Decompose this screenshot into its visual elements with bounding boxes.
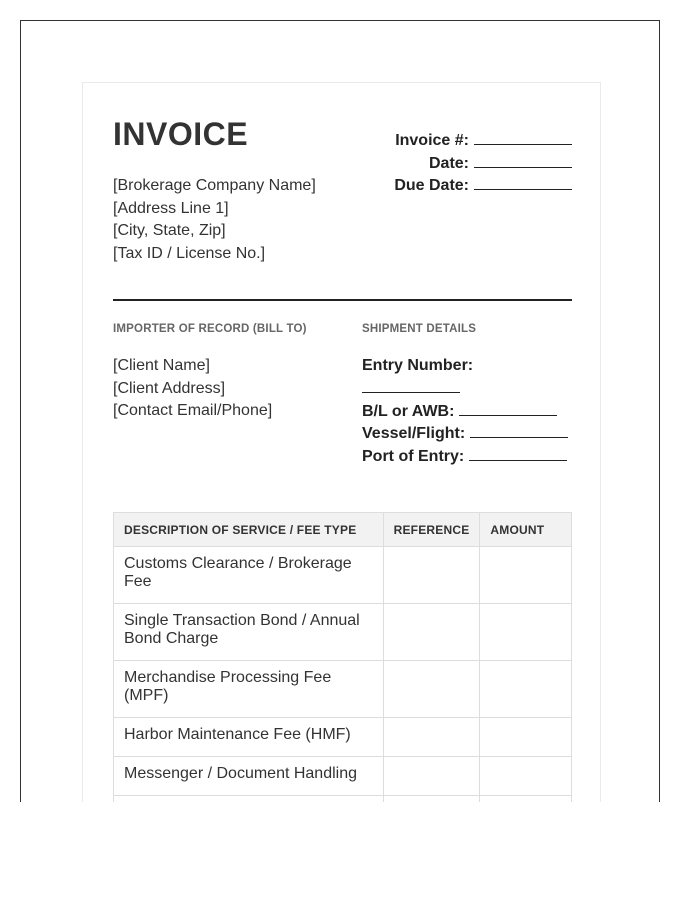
due-date-field[interactable]: [474, 175, 572, 190]
fee-reference-cell[interactable]: [383, 757, 480, 796]
fee-description: Messenger / Document Handling: [114, 757, 384, 796]
fee-reference-cell[interactable]: [383, 547, 480, 604]
table-header-row: [114, 513, 572, 547]
header-divider: [113, 299, 572, 301]
shipment-details-heading: SHIPMENT DETAILS: [362, 323, 477, 335]
table-row: [114, 547, 572, 604]
table-row: [114, 718, 572, 757]
vessel-flight-row: [362, 423, 568, 446]
table-row: [114, 604, 572, 661]
amount-column-header: AMOUNT: [480, 513, 572, 547]
entry-number-field[interactable]: [362, 378, 460, 393]
port-of-entry-row: [362, 446, 568, 469]
fee-description: Merchandise Processing Fee (MPF): [114, 661, 384, 718]
date-label: Date:: [428, 154, 469, 172]
date-field[interactable]: [474, 153, 572, 168]
shipment-info: [362, 355, 568, 468]
invoice-title: INVOICE: [113, 116, 249, 152]
invoice-number-field[interactable]: [474, 130, 572, 145]
date-row: [394, 153, 572, 176]
fee-amount-cell[interactable]: [480, 661, 572, 718]
bl-awb-label: B/L or AWB:: [362, 402, 455, 420]
fee-amount-cell[interactable]: [480, 757, 572, 796]
port-of-entry-field[interactable]: [469, 446, 567, 461]
document-frame: [20, 20, 660, 802]
table-row: [114, 757, 572, 796]
fee-reference-cell[interactable]: [383, 661, 480, 718]
client-address: [Client Address]: [113, 379, 226, 397]
due-date-label: Due Date:: [394, 177, 469, 194]
company-info: [113, 175, 316, 265]
fee-description: Harbor Maintenance Fee (HMF): [114, 718, 384, 757]
invoice-number-row: [394, 130, 572, 153]
bl-awb-field[interactable]: [459, 401, 557, 416]
due-date-row: [394, 175, 572, 198]
table-row: [114, 796, 572, 803]
fee-reference-cell[interactable]: [383, 718, 480, 757]
port-of-entry-label: Port of Entry:: [362, 447, 465, 465]
fee-reference-cell[interactable]: [383, 604, 480, 661]
fees-table: [113, 512, 572, 802]
fee-description: Customs Clearance / Brokerage Fee: [114, 547, 384, 604]
fee-amount-cell[interactable]: [480, 604, 572, 661]
table-row: [114, 661, 572, 718]
invoice-sheet: [82, 82, 601, 802]
company-city-state-zip: [City, State, Zip]: [113, 222, 226, 239]
fee-amount-cell[interactable]: [480, 718, 572, 757]
bl-awb-row: [362, 401, 568, 424]
company-tax-id: [Tax ID / License No.]: [113, 244, 266, 262]
client-name: [Client Name]: [113, 357, 210, 374]
bill-to-info: [113, 355, 272, 423]
fee-amount-cell[interactable]: [480, 547, 572, 604]
client-contact: [Contact Email/Phone]: [113, 402, 273, 419]
fee-amount-cell[interactable]: [480, 796, 572, 803]
vessel-flight-field[interactable]: [470, 423, 568, 438]
fee-description: Single Transaction Bond / Annual Bond Charge: [114, 604, 384, 661]
bill-to-heading: IMPORTER OF RECORD (BILL TO): [113, 323, 307, 335]
invoice-number-label: Invoice #:: [395, 132, 469, 149]
vessel-flight-label: Vessel/Flight:: [362, 425, 466, 442]
fee-reference-cell[interactable]: [383, 796, 480, 803]
reference-column-header: REFERENCE: [383, 513, 480, 547]
fee-description[interactable]: [114, 796, 384, 803]
invoice-meta: [394, 130, 572, 198]
entry-number-label: Entry Number:: [362, 357, 474, 374]
description-column-header: DESCRIPTION OF SERVICE / FEE TYPE: [114, 513, 384, 547]
company-name: [Brokerage Company Name]: [113, 177, 316, 194]
company-address-line: [Address Line 1]: [113, 199, 229, 217]
